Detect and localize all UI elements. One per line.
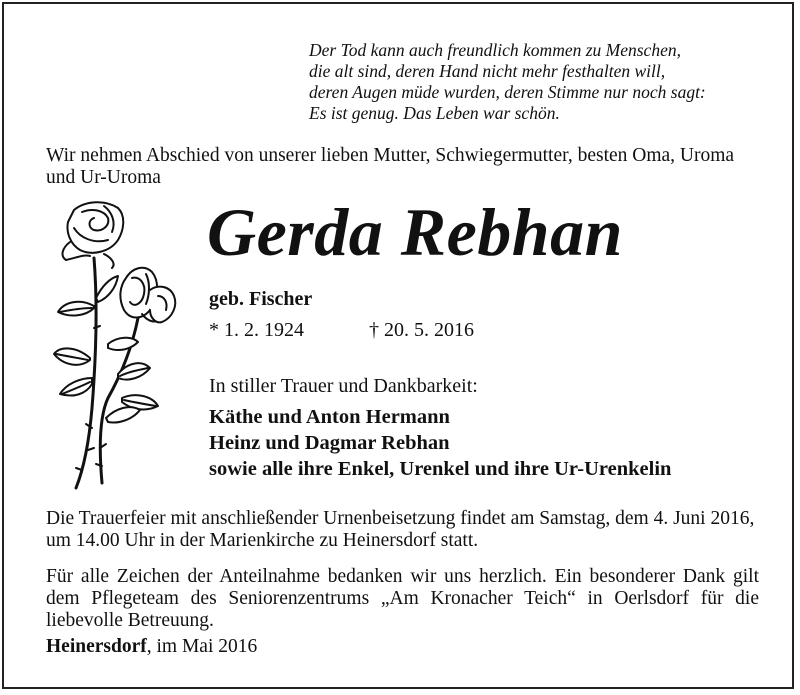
intro-text: Wir nehmen Abschied von unserer lieben Mutter, Schwiegermutter, besten Oma, Uroma und Ur-Uroma (46, 145, 735, 188)
footer-place: Heinersdorf (46, 636, 147, 657)
mourners-list (209, 404, 671, 482)
place-date (46, 636, 257, 658)
mourner-line: sowie alle ihre Enkel, Urenkel und ihre Ur-Urenkelin (209, 458, 672, 480)
mourner-line: Käthe und Anton Hermann (209, 406, 450, 428)
poem-line: deren Augen müde wurden, deren Stimme nur noch sagt: (309, 82, 706, 102)
poem-line: Der Tod kann auch freundlich kommen zu Menschen, (309, 40, 681, 60)
deceased-name: Gerda Rebhan (207, 194, 623, 270)
ceremony-text: Die Trauerfeier mit anschließender Urnenbeisetzung findet am Samstag, dem 4. Juni 2016, um 14.00 Uhr in der Marienkirche zu Heinersdorf statt. (46, 508, 755, 551)
death-date: † 20. 5. 2016 (369, 319, 474, 341)
poem-line: die alt sind, deren Hand nicht mehr festhalten will, (309, 61, 666, 81)
poem (309, 40, 779, 124)
birth-date: * 1. 2. 1924 (209, 319, 304, 341)
mourner-line: Heinz und Dagmar Rebhan (209, 432, 450, 454)
rose-icon (46, 198, 186, 493)
mourners-title: In stiller Trauer und Dankbarkeit: (209, 375, 478, 397)
footer-date: , im Mai 2016 (146, 636, 258, 657)
poem-line: Es ist genug. Das Leben war schön. (309, 103, 560, 123)
thanks-text: Für alle Zeichen der Anteilnahme bedanken wir uns herzlich. Ein besonderer Dank gilt dem Pflegeteam des Seniorenzentrums „Am Kronacher Teich“ in Oerlsdorf für die liebevolle Betreuung. (46, 566, 759, 631)
maiden-name: geb. Fischer (209, 288, 313, 310)
